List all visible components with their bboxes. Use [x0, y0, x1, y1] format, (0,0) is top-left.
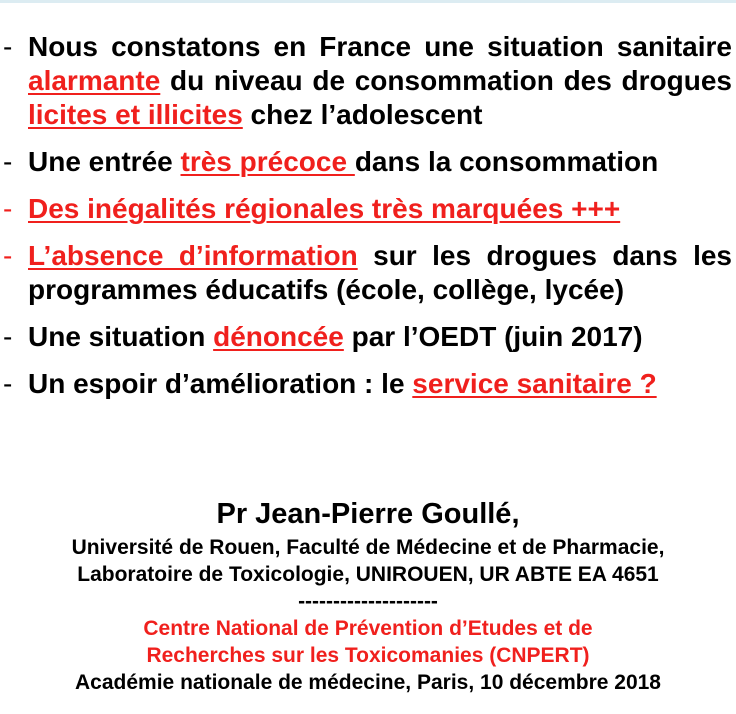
bullet-dash: - [3, 321, 13, 352]
bullet-item-5 [0, 320, 736, 354]
bullet-text: Une entrée [28, 146, 181, 177]
bullet-text: Un espoir d’amélioration : le [28, 368, 413, 399]
bullet-dash: - [3, 146, 13, 177]
bullet-item-2 [0, 145, 736, 179]
highlight-inegalites: Des inégalités régionales très marquées +++ [28, 193, 621, 224]
credits-block [0, 494, 736, 696]
bullet-text: Une situation [28, 321, 214, 352]
highlight-service-sanitaire: service sanitaire ? [412, 368, 657, 399]
affiliation-line-2: Laboratoire de Toxicologie, UNIROUEN, UR ABTE EA 4651 [77, 563, 659, 586]
organization-line-1: Centre National de Prévention d’Etudes et de [143, 617, 593, 640]
highlight-licites-illicites: licites et illicites [28, 99, 243, 130]
bullet-text: Nous constatons en France une situation sanitaire [28, 31, 732, 62]
separator-line: -------------------- [298, 590, 438, 613]
event-line: Académie nationale de médecine, Paris, 10 décembre 2018 [75, 671, 661, 694]
bullet-item-4 [0, 239, 736, 307]
bullet-text: chez l’adolescent [242, 99, 483, 130]
highlight-denoncee: dénoncée [213, 321, 344, 352]
organization-line-2: Recherches sur les Toxicomanies (CNPERT) [146, 644, 590, 667]
highlight-tres-precoce: très précoce [180, 146, 355, 177]
bullet-dash: - [3, 368, 13, 399]
bullet-list [0, 30, 736, 414]
bullet-item-1 [0, 30, 736, 132]
bullet-dash: - [3, 193, 13, 224]
bullet-item-3 [0, 192, 736, 226]
bullet-dash: - [3, 31, 13, 62]
bullet-item-6 [0, 367, 736, 401]
bullet-text: par l’OEDT (juin 2017) [343, 321, 643, 352]
bullet-text: dans la consommation [354, 146, 659, 177]
top-rule [0, 0, 736, 3]
highlight-alarmante: alarmante [28, 65, 161, 96]
bullet-text: du niveau de consommation des drogues [160, 65, 732, 96]
author-name: Pr Jean-Pierre Goullé, [216, 498, 520, 530]
bullet-dash: - [3, 240, 13, 271]
highlight-absence-information: L’absence d’information [28, 240, 358, 271]
affiliation-line-1: Université de Rouen, Faculté de Médecine et de Pharmacie, [71, 536, 665, 559]
bullet-text: sur les drogues dans les programmes éducatifs (école, collège, lycée) [28, 240, 733, 305]
